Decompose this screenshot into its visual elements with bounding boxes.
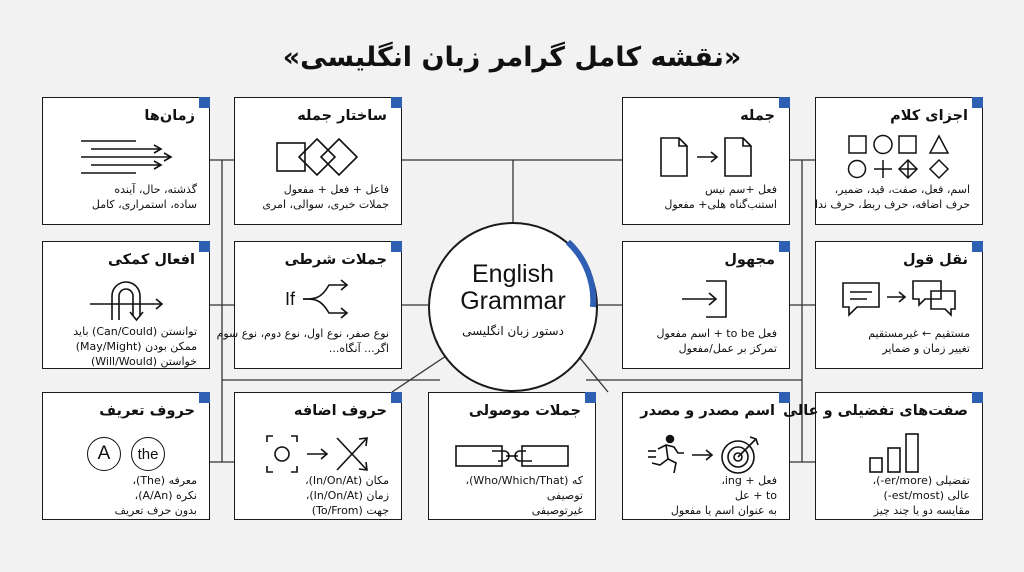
card-articles[interactable] [42, 392, 210, 520]
article-a-label: A [97, 443, 111, 464]
card-title: اجزای کلام [890, 108, 968, 124]
if-branch-icon [235, 274, 401, 324]
card-title: جملات شرطی [284, 252, 387, 268]
card-sentence[interactable] [622, 97, 790, 225]
card-description [243, 473, 389, 518]
corner-marker [585, 392, 596, 403]
desc-line: فعل + ing، [721, 474, 777, 487]
card-sentence-structure[interactable] [234, 97, 402, 225]
desc-line: جهت (To/From) [311, 504, 389, 517]
desc-line: to + عل [734, 489, 777, 502]
desc-line: مکان (In/On/At)، [305, 474, 389, 487]
card-tenses[interactable] [42, 97, 210, 225]
card-title: افعال کمکی [108, 252, 195, 268]
desc-line: توانستن (Can/Could) باید [73, 325, 197, 338]
desc-line: نوع صفر، نوع اول، نوع دوم، نوع سوم [216, 327, 389, 340]
desc-line: زمان (In/On/At)، [305, 489, 389, 502]
card-gerund-infinitive[interactable] [622, 392, 790, 520]
card-title: جملات موصولی [468, 403, 581, 419]
desc-line: به عنوان اسم یا مفعول [670, 504, 777, 517]
position-arrows-icon [235, 429, 401, 479]
article-a-circle [87, 437, 121, 471]
card-description [631, 326, 777, 356]
card-prepositions[interactable] [234, 392, 402, 520]
corner-marker [972, 241, 983, 252]
desc-line: غیرتوصیفی [531, 504, 583, 517]
corner-marker [391, 392, 402, 403]
corner-marker [779, 97, 790, 108]
fast-forward-arrows-icon [43, 132, 209, 182]
corner-marker [972, 392, 983, 403]
runner-target-icon [623, 429, 789, 479]
desc-line: تمرکز بر عمل/مفعول [678, 342, 777, 355]
hub-title-line2: Grammar [460, 287, 566, 315]
card-title: ساختار جمله [297, 108, 387, 124]
desc-line: گذشته، حال، آینده [114, 183, 197, 196]
enter-arrow-icon [623, 274, 789, 324]
desc-line: نکره (A/An)، [134, 489, 197, 502]
card-title: صفت‌های تفضیلی و عالی [783, 403, 968, 419]
desc-line: عالی (est/most-) [883, 489, 970, 502]
desc-line: حرف اضافه، حرف ربط، حرف ندا [814, 198, 970, 211]
card-title: حروف اضافه [293, 403, 387, 419]
desc-line: بدون حرف تعریف [114, 504, 197, 517]
desc-line: جملات خبری، سوالی، امری [262, 198, 389, 211]
desc-line: مقایسه دو یا چند چیز [873, 504, 970, 517]
corner-marker [972, 97, 983, 108]
card-description [814, 182, 970, 212]
desc-line: که (Who/Which/That)، [465, 474, 583, 487]
card-description [631, 473, 777, 518]
desc-line: خواستن (Will/Would) [90, 355, 197, 368]
desc-line: توصیفی [546, 489, 583, 502]
card-description [824, 326, 970, 356]
card-title: جمله [740, 108, 775, 124]
desc-line: فعل to be + اسم مفعول [656, 327, 777, 340]
page-title: «نقشه کامل گرامر زبان انگلیسی» [282, 42, 742, 73]
card-title: زمان‌ها [144, 108, 195, 124]
desc-line: مستقیم ← غیرمستقیم [868, 327, 970, 340]
card-description [437, 473, 583, 518]
desc-line: اگر... آنگاه... [328, 342, 389, 355]
desc-line: تغییر زمان و ضمایر [882, 342, 970, 355]
card-description [824, 473, 970, 518]
article-circles-icon [43, 429, 209, 479]
corner-marker [391, 241, 402, 252]
shapes-icon [816, 132, 982, 182]
desc-line: اسم، فعل، صفت، قید، ضمیر، [834, 183, 970, 196]
desc-line: معرفه (The)، [132, 474, 197, 487]
corner-marker [391, 97, 402, 108]
article-the-label: the [137, 445, 159, 463]
card-description [631, 182, 777, 212]
bar-chart-icon [816, 427, 982, 477]
card-title: حروف تعریف [99, 403, 195, 419]
card-parts-of-speech[interactable] [815, 97, 983, 225]
card-title: مجهول [724, 252, 775, 268]
article-the-circle [131, 437, 165, 471]
card-description [51, 473, 197, 518]
desc-line: ممکن بودن (May/Might) [75, 340, 197, 353]
document-arrow-icon [623, 132, 789, 182]
card-description [51, 182, 197, 212]
card-description [216, 326, 389, 356]
desc-line: فعل +سم نیس [704, 183, 777, 196]
corner-marker [199, 241, 210, 252]
speech-bubbles-icon [816, 274, 982, 324]
corner-marker [199, 392, 210, 403]
if-label: If [284, 288, 295, 309]
corner-marker [199, 97, 210, 108]
corner-marker [779, 392, 790, 403]
corner-marker [779, 241, 790, 252]
card-title: اسم مصدر و مصدر [640, 403, 775, 419]
card-description [51, 324, 197, 369]
u-turn-arrow-icon [43, 274, 209, 324]
hub-subtitle: دستور زبان انگلیسی [462, 324, 564, 338]
desc-line: ساده، استمراری، کامل [91, 198, 197, 211]
card-relative-clauses[interactable] [428, 392, 596, 520]
central-hub [428, 222, 598, 392]
card-passive[interactable] [622, 241, 790, 369]
card-conditionals[interactable] [216, 241, 402, 369]
desc-line: فاعل + فعل + مفعول [283, 183, 389, 196]
square-diamonds-icon [235, 132, 401, 182]
card-comparatives[interactable] [783, 392, 983, 520]
card-reported-speech[interactable] [815, 241, 983, 369]
card-title: نقل قول [902, 252, 968, 268]
desc-line: استنب‌گناه هلی+ مفعول [664, 198, 777, 211]
card-auxiliary-verbs[interactable] [42, 241, 210, 369]
hub-title-line1: English [472, 260, 554, 288]
card-description [243, 182, 389, 212]
desc-line: تفضیلی (er/more-)، [872, 474, 970, 487]
